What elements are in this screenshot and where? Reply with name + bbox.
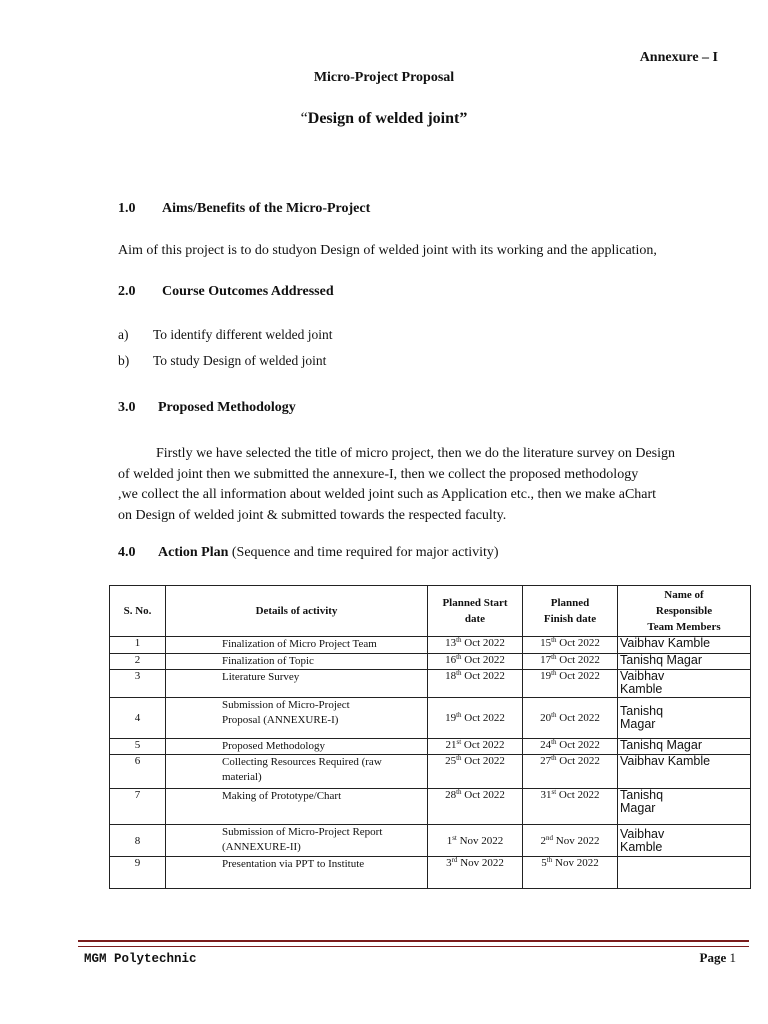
- cell-finish-date: 2nd Nov 2022: [523, 825, 618, 857]
- cell-sno: 6: [110, 755, 166, 789]
- header-team-members: Name of Responsible Team Members: [618, 586, 751, 637]
- cell-activity: Submission of Micro-Project Proposal (ANNEXURE-I): [166, 698, 428, 739]
- cell-sno: 3: [110, 670, 166, 698]
- cell-sno: 2: [110, 654, 166, 670]
- cell-team-member: Tanishq Magar: [618, 789, 751, 825]
- cell-activity: Presentation via PPT to Institute: [166, 857, 428, 889]
- table-row: [110, 698, 751, 739]
- cell-finish-date: 27th Oct 2022: [523, 755, 618, 789]
- paragraph-line: Firstly we have selected the title of micro project, then we do the literature survey on Design: [156, 446, 676, 461]
- section-subtitle: (Sequence and time required for major activity): [231, 545, 499, 560]
- page-number: 1: [729, 950, 736, 965]
- project-title: [0, 110, 768, 128]
- table-row: [110, 739, 751, 755]
- header-finish-date: Planned Finish date: [523, 586, 618, 637]
- cell-start-date: 21st Oct 2022: [428, 739, 523, 755]
- cell-activity: Finalization of Topic: [166, 654, 428, 670]
- methodology-paragraph: [118, 444, 738, 526]
- section-number: 3.0: [118, 400, 136, 415]
- cell-finish-date: 17th Oct 2022: [523, 654, 618, 670]
- list-marker: b): [118, 353, 130, 368]
- section-title: Course Outcomes Addressed: [162, 284, 334, 299]
- cell-team-member: Vaibhav Kamble: [618, 637, 751, 654]
- paragraph-line: of welded joint then we submitted the annexure-I, then we collect the proposed methodology: [118, 466, 639, 482]
- section-title: Aims/Benefits of the Micro-Project: [162, 201, 371, 216]
- section-heading-outcomes: [118, 284, 334, 300]
- paragraph-line: on Design of welded joint & submitted towards the respected faculty.: [118, 507, 507, 523]
- footer-rule: [78, 940, 749, 947]
- section-number: 4.0: [118, 545, 136, 560]
- close-quote: ”: [459, 110, 468, 127]
- cell-team-member: Vaibhav Kamble: [618, 670, 751, 698]
- section-heading-action-plan: [118, 545, 499, 561]
- section-title: Proposed Methodology: [158, 400, 296, 415]
- cell-sno: 7: [110, 789, 166, 825]
- cell-start-date: 18th Oct 2022: [428, 670, 523, 698]
- section-title: Action Plan: [158, 545, 229, 560]
- cell-start-date: 13th Oct 2022: [428, 637, 523, 654]
- footer-page: [700, 950, 736, 966]
- list-item: [118, 353, 326, 369]
- cell-sno: 9: [110, 857, 166, 889]
- action-plan-table: [109, 585, 751, 889]
- footer-institute: MGM Polytechnic: [84, 952, 197, 966]
- cell-activity: Submission of Micro-Project Report (ANNEXURE-II): [166, 825, 428, 857]
- cell-team-member: Tanishq Magar: [618, 654, 751, 670]
- header-activity: Details of activity: [166, 586, 428, 637]
- cell-team-member: Tanishq Magar: [618, 698, 751, 739]
- cell-start-date: 3rd Nov 2022: [428, 857, 523, 889]
- cell-team-member: Vaibhav Kamble: [618, 825, 751, 857]
- table-row: [110, 670, 751, 698]
- cell-sno: 5: [110, 739, 166, 755]
- table-row: [110, 637, 751, 654]
- aims-text: Aim of this project is to do studyon Design of welded joint with its working and the application,: [118, 243, 657, 258]
- cell-sno: 4: [110, 698, 166, 739]
- cell-sno: 1: [110, 637, 166, 654]
- cell-start-date: 25th Oct 2022: [428, 755, 523, 789]
- table-row: [110, 857, 751, 889]
- list-text: To identify different welded joint: [153, 327, 333, 342]
- table-row: [110, 654, 751, 670]
- cell-finish-date: 24th Oct 2022: [523, 739, 618, 755]
- cell-team-member: [618, 857, 751, 889]
- table-row: [110, 755, 751, 789]
- project-title-text: Design of welded joint: [307, 110, 460, 127]
- cell-activity: Collecting Resources Required (raw material): [166, 755, 428, 789]
- section-number: 1.0: [118, 201, 136, 216]
- annexure-label: Annexure – I: [639, 50, 718, 65]
- cell-finish-date: 31st Oct 2022: [523, 789, 618, 825]
- cell-start-date: 1st Nov 2022: [428, 825, 523, 857]
- open-quote: “: [300, 110, 308, 127]
- cell-start-date: 16th Oct 2022: [428, 654, 523, 670]
- cell-finish-date: 15th Oct 2022: [523, 637, 618, 654]
- cell-activity: Literature Survey: [166, 670, 428, 698]
- page-label: Page: [699, 950, 727, 965]
- paragraph-line: ,we collect the all information about welded joint such as Application etc., then we make aChart: [118, 487, 657, 502]
- cell-finish-date: 20th Oct 2022: [523, 698, 618, 739]
- cell-finish-date: 5th Nov 2022: [523, 857, 618, 889]
- cell-team-member: Tanishq Magar: [618, 739, 751, 755]
- cell-activity: Finalization of Micro Project Team: [166, 637, 428, 654]
- header-sno: S. No.: [110, 586, 166, 637]
- cell-start-date: 19th Oct 2022: [428, 698, 523, 739]
- table-header-row: [110, 586, 751, 637]
- cell-activity: Proposed Methodology: [166, 739, 428, 755]
- list-text: To study Design of welded joint: [153, 353, 327, 368]
- proposal-title: Micro-Project Proposal: [313, 70, 455, 85]
- cell-team-member: Vaibhav Kamble: [618, 755, 751, 789]
- cell-start-date: 28th Oct 2022: [428, 789, 523, 825]
- cell-finish-date: 19th Oct 2022: [523, 670, 618, 698]
- table-row: [110, 789, 751, 825]
- cell-sno: 8: [110, 825, 166, 857]
- list-marker: a): [118, 327, 129, 342]
- list-item: [118, 327, 333, 343]
- section-number: 2.0: [118, 284, 136, 299]
- cell-activity: Making of Prototype/Chart: [166, 789, 428, 825]
- header-start-date: Planned Start date: [428, 586, 523, 637]
- table-row: [110, 825, 751, 857]
- section-heading-methodology: [118, 400, 296, 416]
- section-heading-aims: [118, 201, 370, 217]
